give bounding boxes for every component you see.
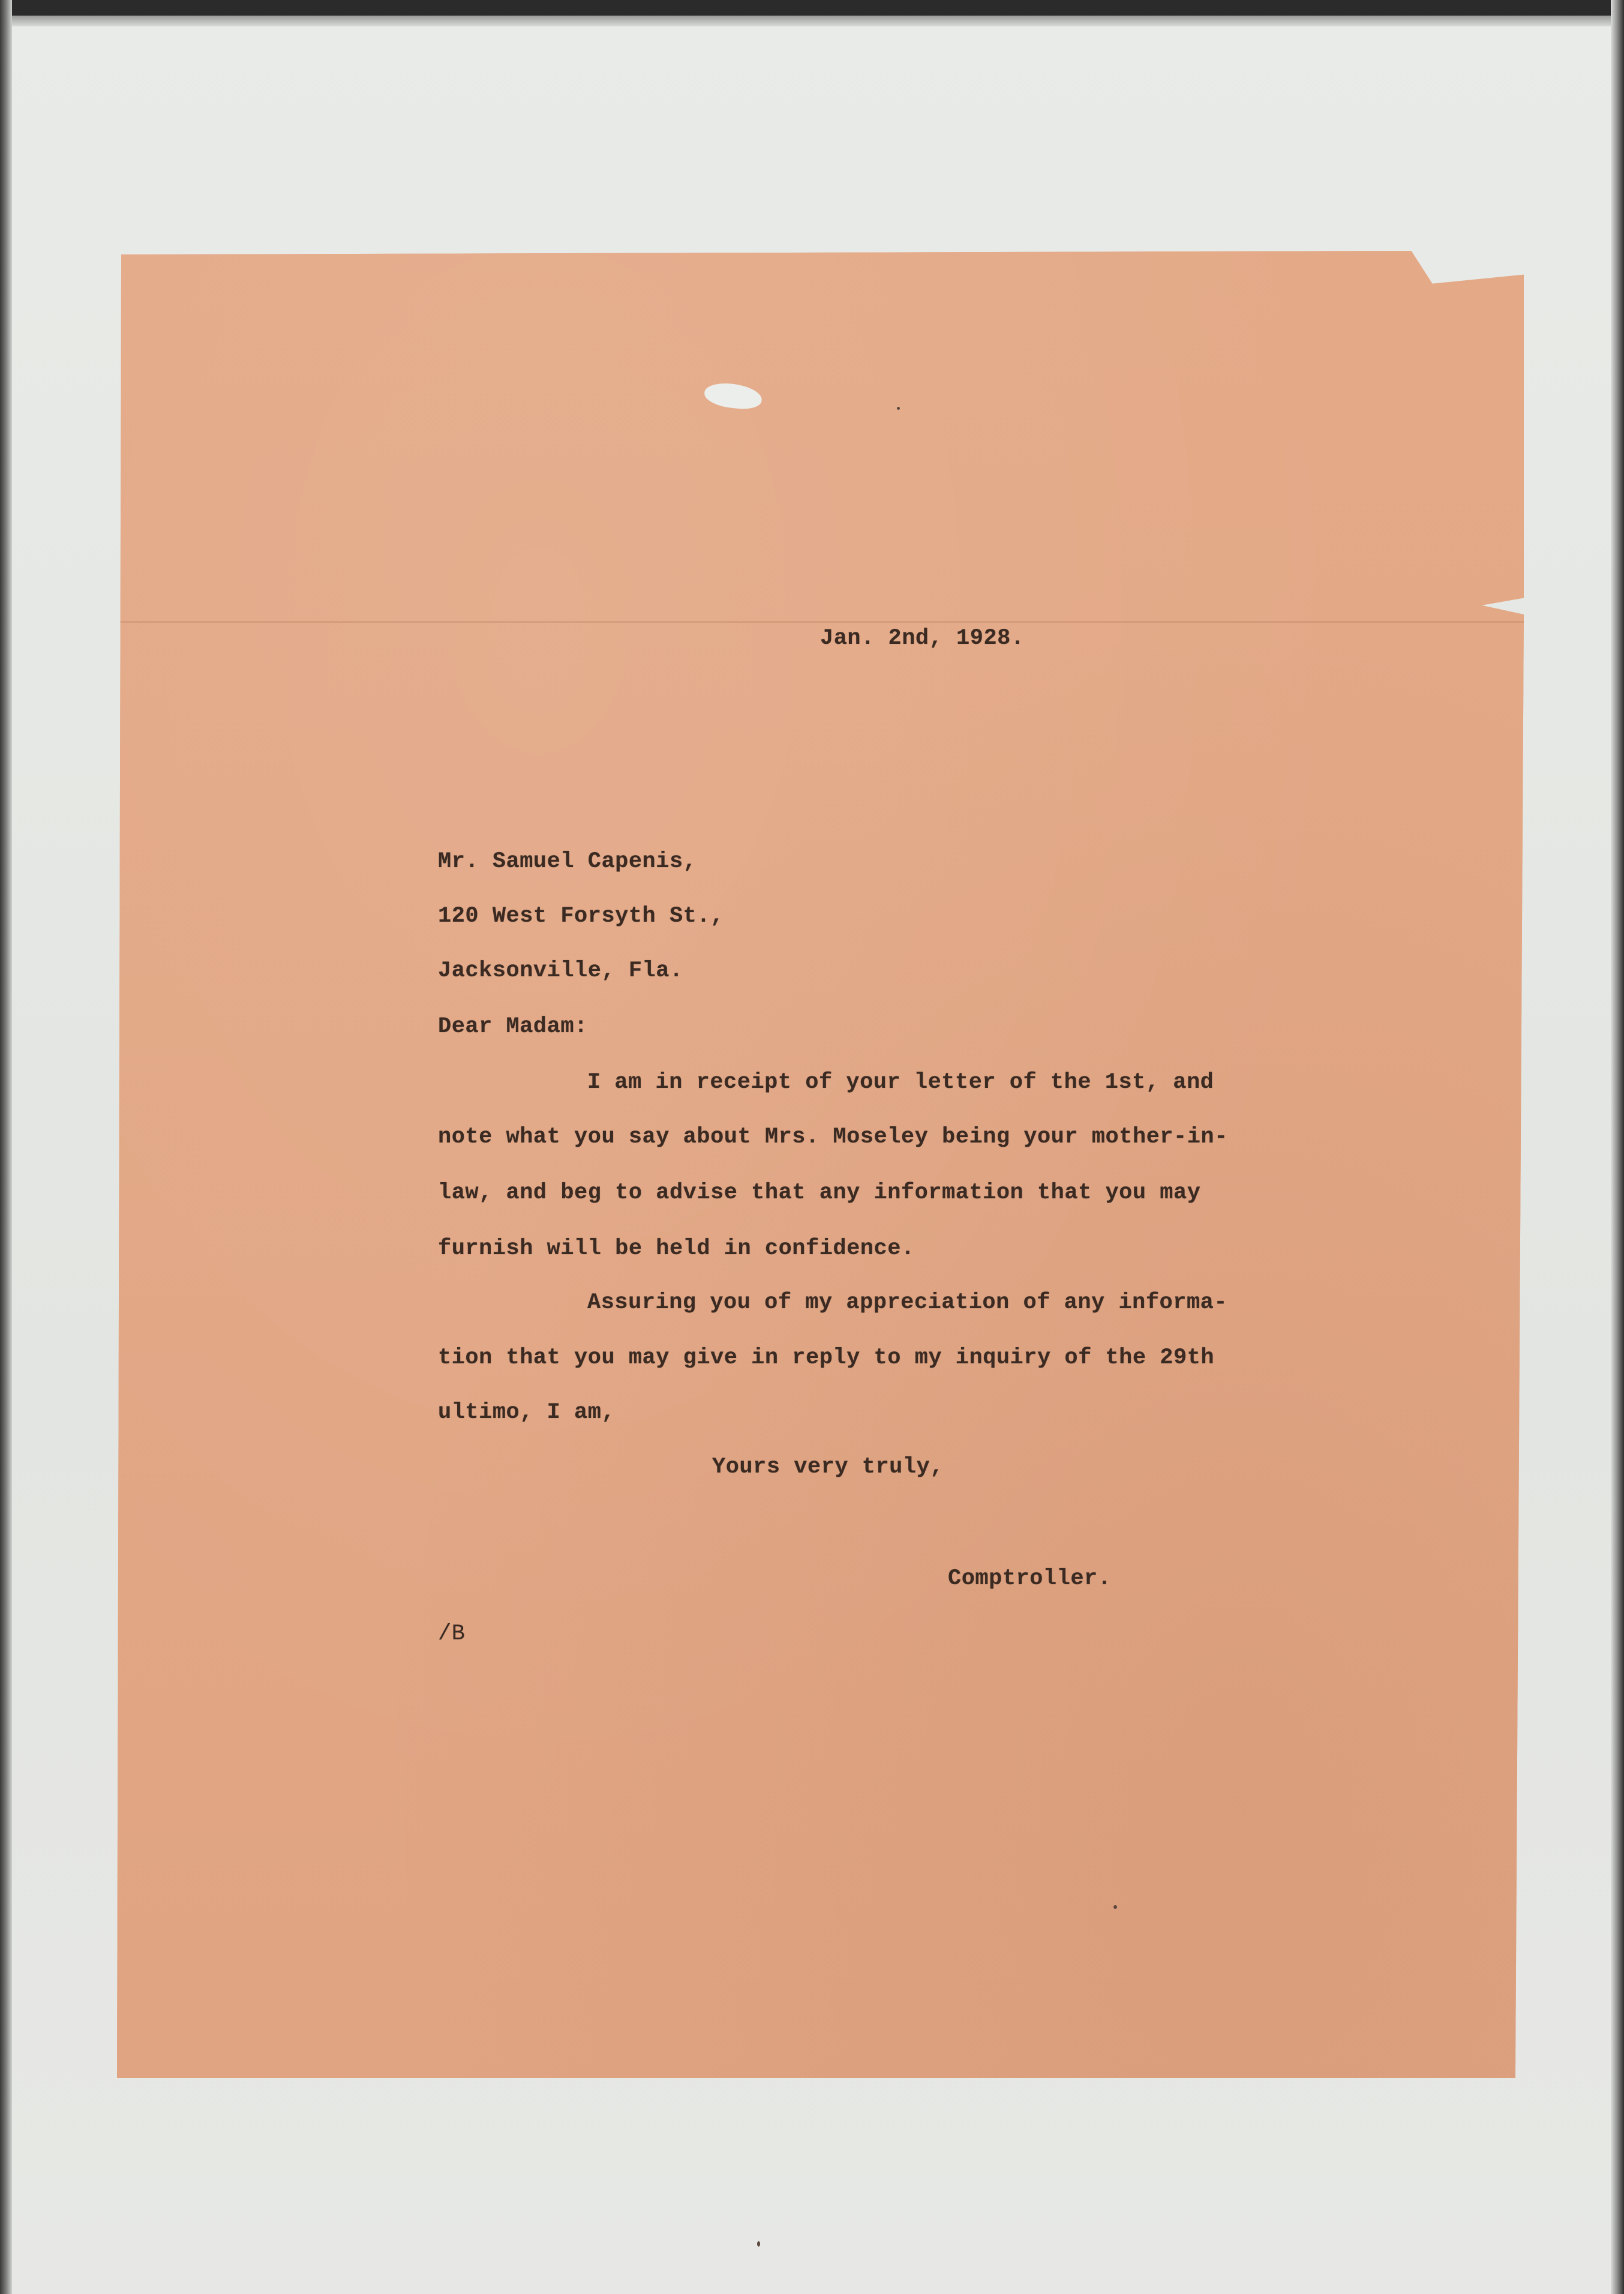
typist-initials: /B [438,1621,466,1647]
paper-fold-line [117,621,1524,623]
ink-speck [757,2241,760,2247]
recipient-street: 120 West Forsyth St., [438,904,724,929]
paragraph1-line: furnish will be held in confidence. [438,1236,915,1261]
paragraph2-line: Assuring you of my appreciation of any informa- [587,1290,1228,1315]
paragraph1-line: I am in receipt of your letter of the 1st, and [587,1070,1214,1095]
paragraph2-line: ultimo, I am, [438,1400,616,1425]
salutation: Dear Madam: [438,1014,588,1039]
scanner-top-shadow [0,16,1624,26]
scanner-right-edge [1611,0,1624,2294]
letter-date: Jan. 2nd, 1928. [820,626,1025,651]
complimentary-closing: Yours very truly, [712,1455,944,1480]
recipient-city: Jacksonville, Fla. [438,958,683,983]
letter-paper [117,251,1524,2078]
paragraph1-line: law, and beg to advise that any information that you may [438,1180,1201,1206]
paragraph1-line: note what you say about Mrs. Moseley being your mother-in- [438,1124,1228,1150]
signature-title: Comptroller. [948,1566,1112,1591]
paragraph2-line: tion that you may give in reply to my inquiry of the 29th [438,1345,1215,1371]
recipient-name: Mr. Samuel Capenis, [438,849,697,874]
ink-speck [897,407,900,410]
ink-speck [1113,1905,1117,1909]
scanner-left-edge [0,0,12,2294]
scanner-top-edge [0,0,1624,16]
